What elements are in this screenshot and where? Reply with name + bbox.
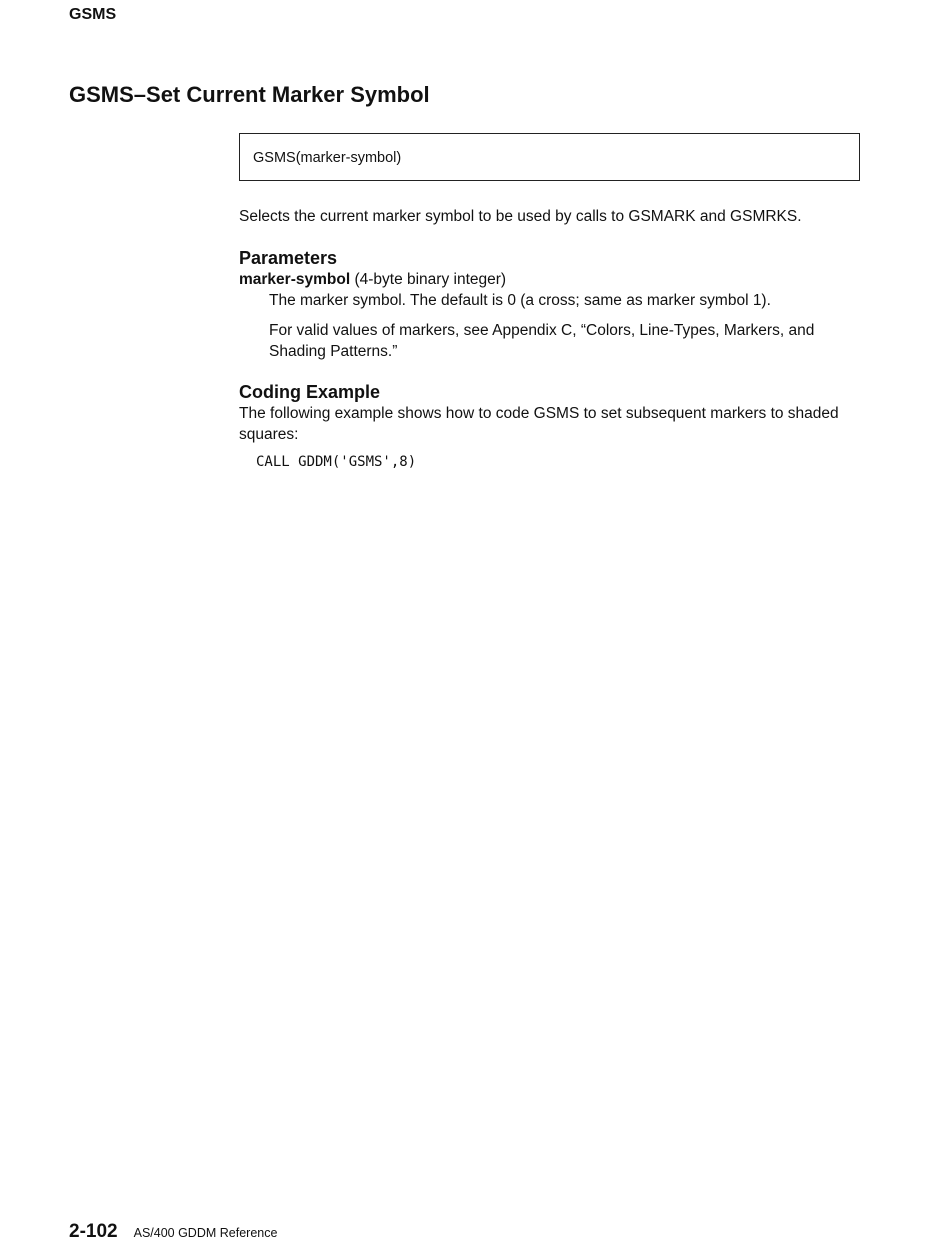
- coding-example-heading: Coding Example: [239, 382, 381, 402]
- parameter-term: marker-symbol: [239, 271, 351, 288]
- document-body: [239, 206, 869, 471]
- parameter-type: (4-byte binary integer): [350, 271, 507, 288]
- description: Selects the current marker symbol to be used by calls to GSMARK and GSMRKS.: [239, 208, 802, 225]
- page-number: 2-102: [69, 1221, 118, 1242]
- parameters-heading: Parameters: [239, 248, 338, 268]
- parameter-entry: [239, 269, 869, 290]
- page-footer: [69, 1220, 277, 1245]
- syntax-text: GSMS(marker-symbol): [253, 150, 402, 166]
- coding-example-text: The following example shows how to code GSMS to set subsequent markers to shaded squares:: [239, 405, 839, 443]
- code-sample: CALL GDDM('GSMS',8): [256, 454, 417, 470]
- page-title: GSMS–Set Current Marker Symbol: [69, 82, 430, 107]
- parameter-definition-line: The marker symbol. The default is 0 (a cross; same as marker symbol 1).: [269, 292, 771, 309]
- syntax-box: [239, 133, 860, 181]
- parameter-definition-line: For valid values of markers, see Appendix C, “Colors, Line-Types, Markers, and Shading Patterns.”: [269, 322, 815, 360]
- running-head: GSMS: [69, 6, 117, 23]
- book-title: AS/400 GDDM Reference: [133, 1226, 278, 1240]
- parameter-definition: [239, 290, 869, 362]
